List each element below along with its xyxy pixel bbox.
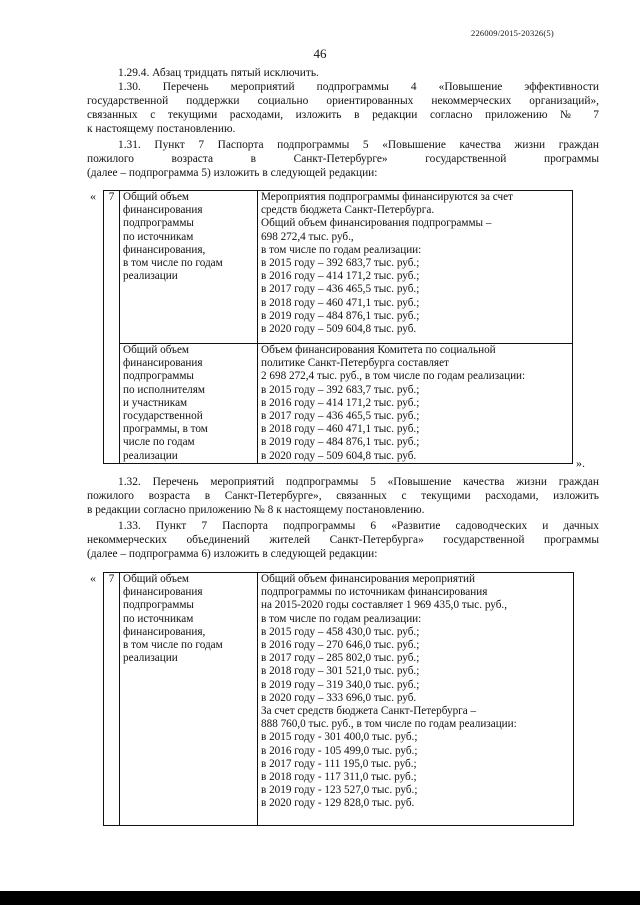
document-number: 226009/2015-20326(5) bbox=[471, 28, 554, 38]
value-line: в том числе по годам реализации: bbox=[261, 243, 422, 256]
value-line: в 2018 году – 460 471,1 тыс. руб.; bbox=[261, 423, 420, 436]
item-number: 7 bbox=[108, 191, 115, 203]
value-line: в 2019 году – 484 876,1 тыс. руб.; bbox=[261, 436, 420, 449]
paragraph-line: к настоящему постановлению. bbox=[87, 123, 236, 135]
value-line: в 2019 году - 123 527,0 тыс. руб.; bbox=[261, 784, 418, 797]
value-line: Общий объем финансирования мероприятий bbox=[261, 573, 475, 585]
label-line: финансирования, bbox=[123, 243, 206, 256]
label-line: Общий объем bbox=[123, 344, 189, 356]
label-line: реализации bbox=[123, 652, 178, 665]
label-line: финансирования bbox=[123, 204, 203, 217]
scan-edge-bar bbox=[0, 891, 640, 905]
value-line: в 2020 году – 509 604,8 тыс. руб. bbox=[261, 449, 417, 462]
label-line: Общий объем bbox=[123, 573, 189, 585]
year-line: в 2020 году – 509 604,8 тыс. руб. bbox=[261, 323, 417, 336]
value-line: За счет средств бюджета Санкт-Петербурга – bbox=[261, 705, 477, 718]
paragraph-1-29-4: 1.29.4. Абзац тридцать пятый исключить. bbox=[118, 67, 319, 79]
value-line: в 2017 году – 436 465,5 тыс. руб.; bbox=[261, 410, 420, 423]
open-quote: « bbox=[90, 571, 96, 585]
value-line: в 2016 году - 105 499,0 тыс. руб.; bbox=[261, 744, 418, 757]
year-line: в 2018 году – 460 471,1 тыс. руб.; bbox=[261, 296, 420, 309]
value-line: 2 698 272,4 тыс. руб., в том числе по годам реализации: bbox=[261, 370, 526, 383]
subprogram-6-passport-table bbox=[103, 572, 574, 826]
value-cell bbox=[258, 191, 573, 344]
paragraph-line: (далее – подпрограмма 6) изложить в следующей редакции: bbox=[87, 548, 378, 560]
value-line: в 2015 году – 392 683,7 тыс. руб.; bbox=[261, 383, 420, 396]
label-line: числе по годам bbox=[123, 436, 195, 449]
year-line: в 2019 году – 484 876,1 тыс. руб.; bbox=[261, 309, 420, 322]
subprogram-5-passport-table bbox=[103, 190, 573, 464]
year-line: в 2015 году – 392 683,7 тыс. руб.; bbox=[261, 257, 420, 270]
value-line: в 2016 году – 270 646,0 тыс. руб.; bbox=[261, 639, 420, 652]
table-row bbox=[104, 191, 573, 344]
paragraph-line: 1.32. Перечень мероприятий подпрограммы 5 «Повышение качества жизни граждан bbox=[118, 476, 599, 488]
open-quote: « bbox=[90, 189, 96, 203]
value-line: в 2016 году – 414 171,2 тыс. руб.; bbox=[261, 396, 420, 409]
label-line: финансирования bbox=[123, 357, 203, 370]
item-number-cell bbox=[104, 573, 120, 826]
value-line: в 2020 году – 333 696,0 тыс. руб. bbox=[261, 691, 417, 704]
paragraph-line: (далее – подпрограмма 5) изложить в следующей редакции: bbox=[87, 167, 378, 179]
label-line: реализации bbox=[123, 449, 178, 462]
value-line: на 2015-2020 годы составляет 1 969 435,0 тыс. руб., bbox=[261, 599, 507, 612]
item-number: 7 bbox=[108, 573, 115, 585]
paragraph-line: 1.31. Пункт 7 Паспорта подпрограммы 5 «Повышение качества жизни граждан bbox=[118, 139, 599, 151]
value-line: политике Санкт-Петербурга составляет bbox=[261, 357, 449, 370]
item-number-cell bbox=[104, 191, 120, 464]
value-line: Общий объем финансирования подпрограммы – bbox=[261, 217, 492, 230]
value-line: Мероприятия подпрограммы финансируются за счет bbox=[261, 191, 513, 203]
value-line: в том числе по годам реализации: bbox=[261, 612, 422, 625]
value-line: Объем финансирования Комитета по социальной bbox=[261, 344, 496, 356]
page-number: 46 bbox=[313, 46, 327, 61]
paragraph-line: 1.30. Перечень мероприятий подпрограммы 4 «Повышение эффективности bbox=[118, 81, 599, 93]
label-cell bbox=[120, 573, 258, 826]
value-line: в 2017 году - 111 195,0 тыс. руб.; bbox=[261, 757, 417, 770]
label-line: по источникам bbox=[123, 230, 194, 243]
close-quote: ». bbox=[576, 456, 585, 470]
value-cell bbox=[258, 344, 573, 464]
value-line: в 2017 году – 285 802,0 тыс. руб.; bbox=[261, 652, 420, 665]
label-line: подпрограммы bbox=[123, 370, 194, 383]
value-line: в 2018 году – 301 521,0 тыс. руб.; bbox=[261, 665, 420, 678]
value-line: 698 272,4 тыс. руб., bbox=[261, 230, 354, 243]
year-line: в 2016 году – 414 171,2 тыс. руб.; bbox=[261, 270, 420, 283]
label-line: подпрограммы bbox=[123, 217, 194, 230]
label-line: по исполнителям bbox=[123, 383, 205, 396]
value-line: подпрограммы по источникам финансирования bbox=[261, 586, 488, 599]
label-line: Общий объем bbox=[123, 191, 189, 203]
label-cell bbox=[120, 191, 258, 344]
label-line: и участникам bbox=[123, 396, 188, 409]
value-line: в 2020 году - 129 828,0 тыс. руб. bbox=[261, 797, 415, 810]
year-line: в 2017 году – 436 465,5 тыс. руб.; bbox=[261, 283, 420, 296]
paragraph-line: некоммерческих объединений жителей Санкт-Петербурга» государственной программы bbox=[87, 534, 599, 546]
label-line: в том числе по годам bbox=[123, 257, 223, 270]
table-row bbox=[104, 573, 574, 826]
paragraph-line: пожилого возраста в Санкт-Петербурге» государственной программы bbox=[87, 153, 599, 165]
value-cell bbox=[258, 573, 574, 826]
paragraph-line: связанных с текущими расходами, изложить в редакции согласно приложению № 7 bbox=[87, 109, 599, 121]
value-line: в 2015 году – 458 430,0 тыс. руб.; bbox=[261, 625, 420, 638]
label-cell bbox=[120, 344, 258, 464]
label-line: в том числе по годам bbox=[123, 639, 223, 652]
label-line: реализации bbox=[123, 270, 178, 283]
paragraph-line: пожилого возраста в Санкт-Петербурге», связанных с текущими расходами, изложить bbox=[87, 490, 599, 502]
label-line: подпрограммы bbox=[123, 599, 194, 612]
value-line: средств бюджета Санкт-Петербурга. bbox=[261, 204, 435, 217]
label-line: программы, в том bbox=[123, 423, 208, 436]
paragraph-line: государственной поддержки социально ориентированных некоммерческих организаций», bbox=[87, 95, 599, 107]
paragraph-line: в редакции согласно приложению № 8 к настоящему постановлению. bbox=[87, 504, 425, 516]
label-line: финансирования bbox=[123, 586, 203, 599]
label-line: государственной bbox=[123, 410, 203, 423]
value-line: в 2015 году - 301 400,0 тыс. руб.; bbox=[261, 731, 418, 744]
table-row bbox=[104, 344, 573, 464]
label-line: по источникам bbox=[123, 612, 194, 625]
value-line: 888 760,0 тыс. руб., в том числе по годам реализации: bbox=[261, 718, 517, 731]
value-line: в 2018 году - 117 311,0 тыс. руб.; bbox=[261, 771, 417, 784]
label-line: финансирования, bbox=[123, 625, 206, 638]
paragraph-line: 1.33. Пункт 7 Паспорта подпрограммы 6 «Развитие садоводческих и дачных bbox=[118, 520, 599, 532]
value-line: в 2019 году – 319 340,0 тыс. руб.; bbox=[261, 678, 420, 691]
